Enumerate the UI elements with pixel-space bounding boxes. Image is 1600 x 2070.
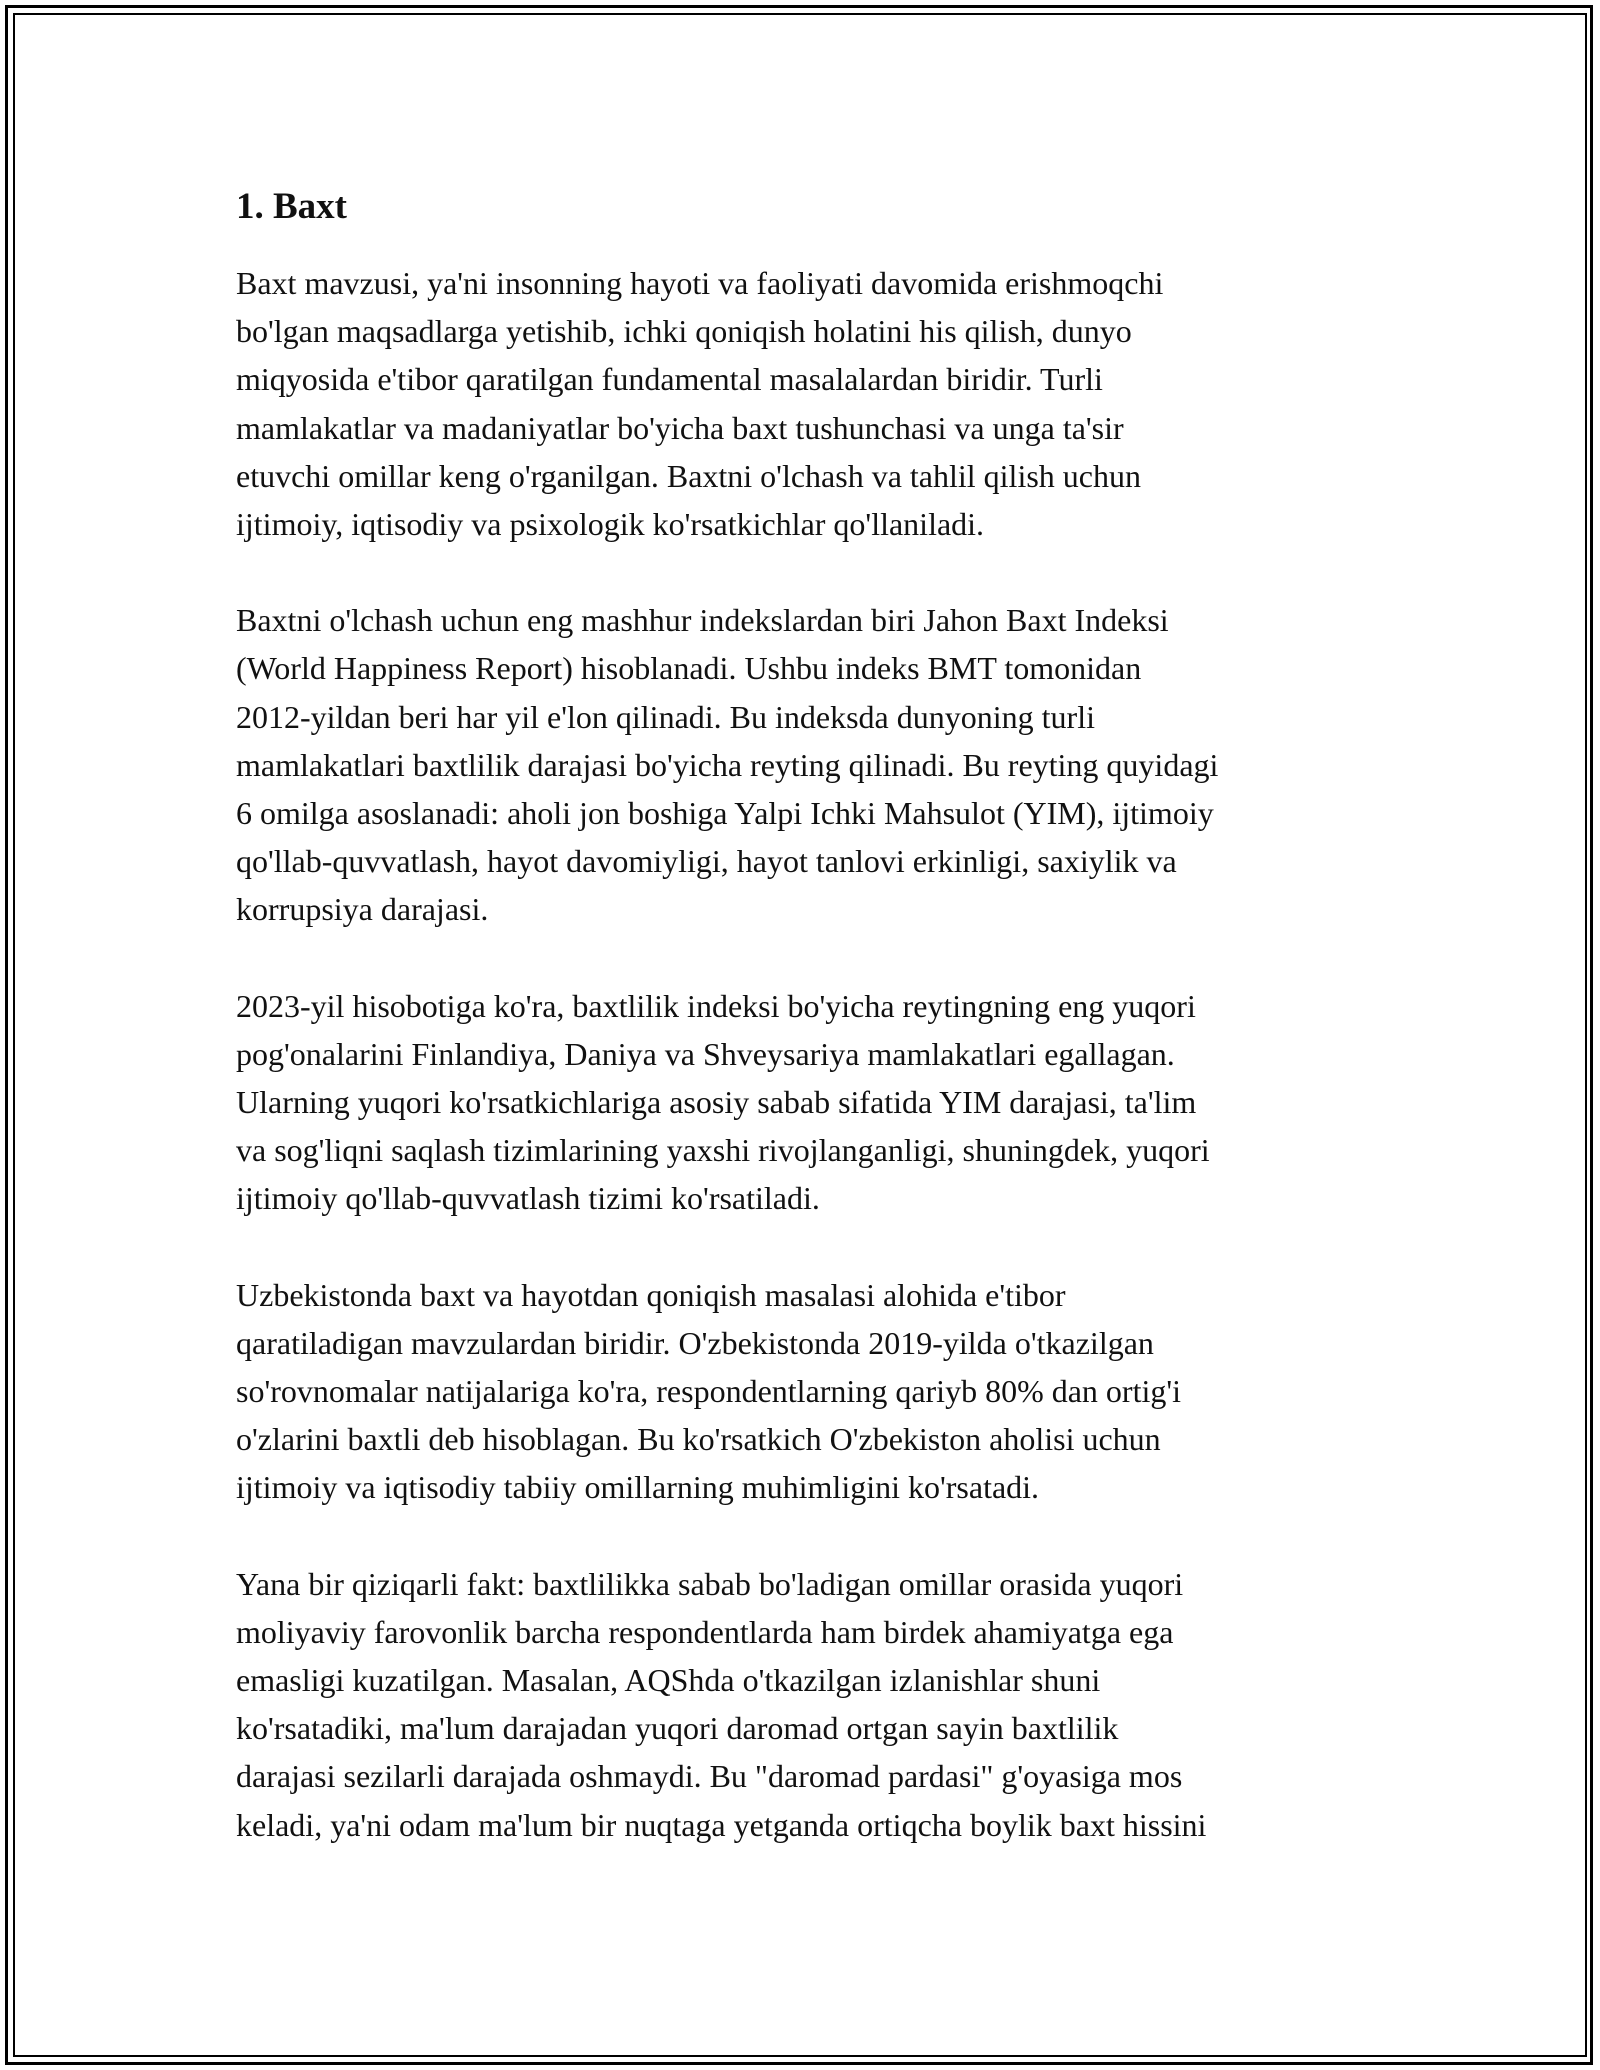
paragraph-2023-report: 2023-yil hisobotiga ko'ra, baxtlilik indeksi bo'yicha reytingning eng yuqori pog'onalarini Finlandiya, Daniya va Shveysariya mamlakatlari egallagan. Ularning yuqori ko'rsatkichlariga asosiy sabab sifatida YIM darajasi, ta'lim va sog'liqni saqlash tizimlarining yaxshi rivojlanganligi, shuningdek, yuqori ijtimoiy qo'llab-quvvatlash tizimi ko'rsatiladi. [236, 987, 1210, 1217]
paragraph-world-happiness-report: Baxtni o'lchash uchun eng mashhur indekslardan biri Jahon Baxt Indeksi (World Happiness Report) hisoblanadi. Ushbu indeks BMT tomonidan 2012-yildan beri har yil e'lon qilinadi. Bu indeksda dunyoning turli mamlakatlari baxtlilik darajasi bo'yicha reyting qilinadi. Bu reyting quyidagi 6 omilga asoslanadi: aholi jon boshiga Yalpi Ichki Mahsulot (YIM), ijtimoiy qo'llab-quvvatlash, hayot davomiyligi, hayot tanlovi erkinligi, saxiylik va korrupsiya darajasi. [236, 602, 1219, 928]
paragraph-intro: Baxt mavzusi, ya'ni insonning hayoti va faoliyati davomida erishmoqchi bo'lgan maqsadlarga yetishib, ichki qoniqish holatini his qilish, dunyo miqyosida e'tibor qaratilgan fundamental masalalardan biridir. Turli mamlakatlar va madaniyatlar bo'yicha baxt tushunchasi va unga ta'sir etuvchi omillar keng o'rganilgan. Baxtni o'lchash va tahlil qilish uchun ijtimoiy, iqtisodiy va psixologik ko'rsatkichlar qo'llaniladi. [236, 265, 1164, 543]
document-body [236, 183, 1366, 1897]
section-heading: 1. Baxt [236, 186, 347, 227]
paragraph-income-fact: Yana bir qiziqarli fakt: baxtlilikka sabab bo'ladigan omillar orasida yuqori moliyaviy farovonlik barcha respondentlarda ham birdek ahamiyatga ega emasligi kuzatilgan. Masalan, AQShda o'tkazilgan izlanishlar shuni ko'rsatadiki, ma'lum darajadan yuqori daromad ortgan sayin baxtlilik darajasi sezilarli darajada oshmaydi. Bu "daromad pardasi" g'oyasiga mos keladi, ya'ni odam ma'lum bir nuqtaga yetganda ortiqcha boylik baxt hissini [236, 1565, 1207, 1843]
paragraph-uzbekistan: Uzbekistonda baxt va hayotdan qoniqish masalasi alohida e'tibor qaratiladigan mavzulardan biridir. O'zbekistonda 2019-yilda o'tkazilgan so'rovnomalar natijalariga ko'ra, respondentlarning qariyb 80% dan ortig'i o'zlarini baxtli deb hisoblagan. Bu ko'rsatkich O'zbekiston aholisi uchun ijtimoiy va iqtisodiy tabiiy omillarning muhimligini ko'rsatadi. [236, 1276, 1182, 1506]
